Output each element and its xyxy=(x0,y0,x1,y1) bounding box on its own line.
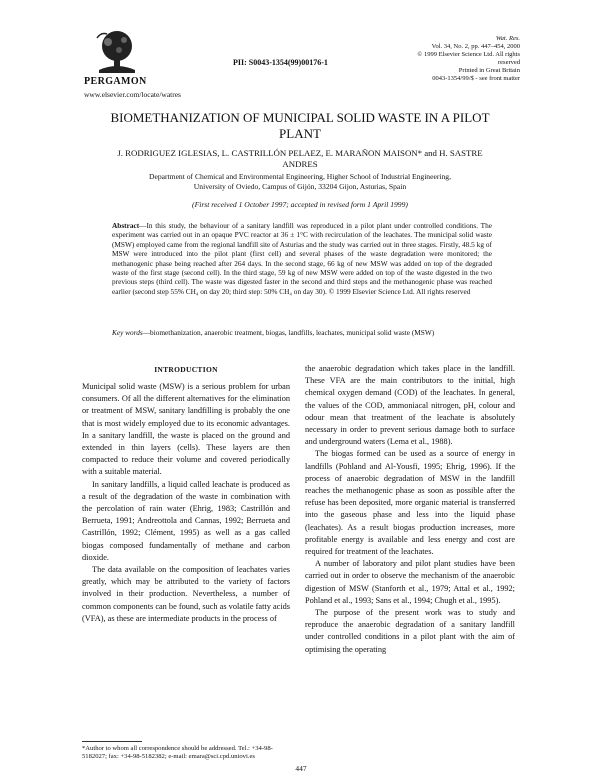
keywords-label: Key words xyxy=(112,328,143,337)
affiliation-line-1: Department of Chemical and Environmental Engineering, Higher School of Industrial Engineering, xyxy=(149,172,451,181)
journal-name: Wat. Res. xyxy=(495,35,520,42)
elsevier-tree-icon xyxy=(93,28,141,74)
abstract xyxy=(112,221,492,296)
left-column xyxy=(82,381,290,625)
paragraph: The data available on the composition of leachates varies greatly, which may be attributed to the variety of factors involved in their production. Nevertheless, a number of common components can be found, such as volatile fatty acids (VFA), as these are intermediate products in the process of xyxy=(82,565,290,623)
affiliation xyxy=(90,172,510,191)
paragraph: A number of laboratory and pilot plant studies have been carried out in order to observe the mechanism of the anaerobic digestion of MSW (Stanforth et al., 1979; Attal et al., 1992; Pohland et al., 1993; Sans et al., 1994; Chugh et al., 1995). xyxy=(305,559,515,605)
paragraph: The biogas formed can be used as a source of energy in landfills (Pohland and Al-Yousfi, 1995; Ehrig, 1996). If the process of anaerobic degradation of MSW in the landfill reaches the methanogenic phase as soon as possible after the refuse has been deposited, more organic material is transferred into the gaseous phase and less into the liquid phase (leachates). As a result biogas production increases, more profitable energy is available and less energy and cost are required for treatment of the leachates. xyxy=(305,449,515,557)
received-dates: (First received 1 October 1997; accepted in revised form 1 April 1999) xyxy=(192,200,408,209)
journal-info xyxy=(402,35,520,83)
paragraph: the anaerobic degradation which takes place in the landfill. These VFA are the main contributors to the initial, high chemical oxygen demand (COD) of the leachates. In general, the values of the COD, ammoniacal nitrogen, pH, colour and odour mean that treatment of the leachate is absolutely necessary in order to prevent serious damage both to surface and underground waters (Lema et al., 1988). xyxy=(305,364,515,447)
affiliation-line-2: University of Oviedo, Campus of Gijón, 33204 Gijon, Asturias, Spain xyxy=(193,181,407,191)
abstract-text: —In this study, the behaviour of a sanitary landfill was reproduced in a pilot plant under controlled conditions. The experiment was carried out in an opaque PVC reactor at 36 ± 1°C with recirculation of the leachates. The municipal solid waste (MSW) employed came from the regional landfill site of Asturias and the study was carried out in three stages. Firstly, 48.5 kg of MSW were introduced into the pilot plant (first cell) and several phases of the waste degradation were monitored; the methanogenic phase being reached after 264 days. In the second stage, 66 kg of new MSW was added on top of the degraded waste of the first stage (second cell). In the third stage, 59 kg of new MSW were added on top of the waste digested in the two previous steps (third cell). The waste was digested faster in the second and third steps and the methanogenic phase was reached earlier (second step 55% CH₄ on day 20; third step: 50% CH₄ on day 30). © 1999 Elsevier Science Ltd. All rights reserved xyxy=(112,221,492,296)
right-column xyxy=(305,363,515,656)
journal-url[interactable]: www.elsevier.com/locate/watres xyxy=(84,90,181,99)
keywords xyxy=(112,328,492,337)
correspondence-footnote: *Author to whom all correspondence should be addressed. Tel.: +34-98-5182027; fax: +34-98-5182382; e-mail: emara@sci.cpd.uniovi.es xyxy=(82,745,273,760)
paragraph: In sanitary landfills, a liquid called leachate is produced as a result of the degradation of the waste in combination with the percolation of rain water (Ehrig, 1983; Castrillón and Berrueta, 1991; Andreottola and Cannas, 1992; Berrueta and Castrillón, 1992; Clément, 1995) as well as a gas called biogas composed fundamentally of methane and carbon dioxide. xyxy=(82,479,290,562)
journal-meta: Vol. 34, No. 2, pp. 447–454, 2000 © 1999 Elsevier Science Ltd. All rights reserved Printed in Great Britain 0043-1354/99/$ - see front matter xyxy=(417,43,520,82)
keywords-text: —biomethanization, anaerobic treatment, biogas, landfills, leachates, municipal solid waste (MSW) xyxy=(142,328,435,337)
authors: J. RODRIGUEZ IGLESIAS, L. CASTRILLÓN PELAEZ, E. MARAÑON MAISON* and H. SASTRE ANDRES xyxy=(117,148,483,169)
page-number: 447 xyxy=(295,764,307,773)
abstract-label: Abstract xyxy=(112,221,140,230)
section-heading-introduction: INTRODUCTION xyxy=(154,365,218,374)
pii-code: PII: S0043-1354(99)00176-1 xyxy=(233,58,328,67)
publisher-name: PERGAMON xyxy=(84,76,147,87)
paragraph: Municipal solid waste (MSW) is a serious problem for urban consumers. Of all the different alternatives for the elimination or treatment of MSW, sanitary landfilling is probably the one that is most widely employed due to its economic advantages. In a sanitary landfill, the waste is placed on the ground and extended in thin layers (cells). These layers are then compacted to reduce their volume and covered periodically with a suitable material. xyxy=(82,382,290,477)
paragraph: The purpose of the present work was to study and reproduce the anaerobic degradation of a sanitary landfill under controlled conditions in a pilot plant with the aim of optimising the operating xyxy=(305,608,515,654)
paper-title: BIOMETHANIZATION OF MUNICIPAL SOLID WASTE IN A PILOT PLANT xyxy=(110,110,490,141)
footnote-divider xyxy=(82,741,142,742)
